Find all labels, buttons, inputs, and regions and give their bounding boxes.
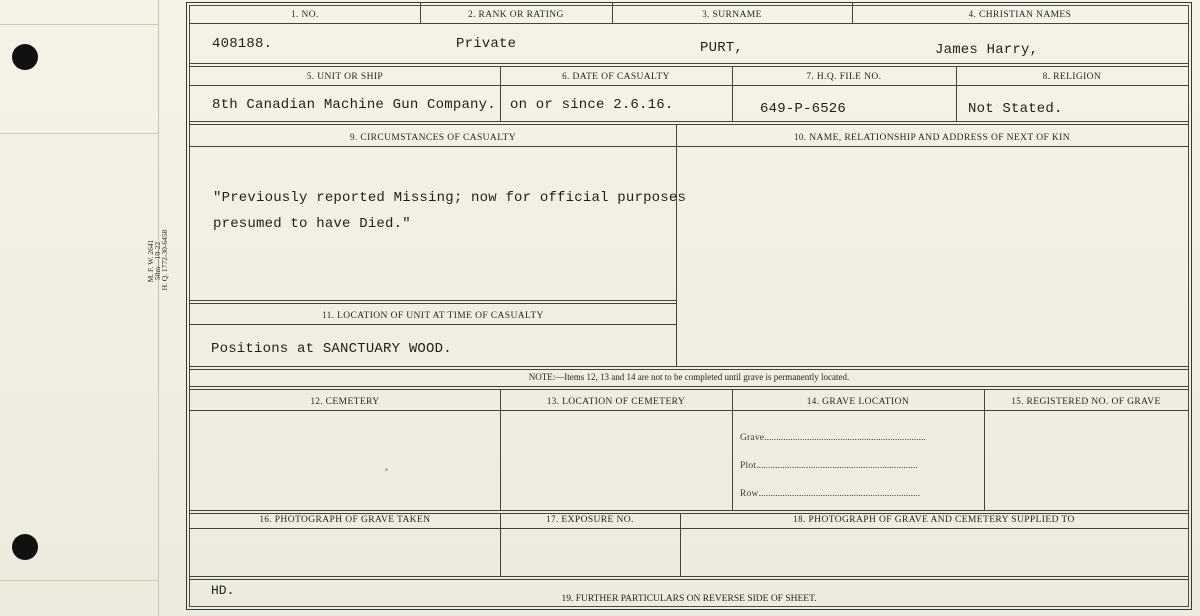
row1-vrule-2 — [612, 3, 613, 23]
field-16-label: PHOTOGRAPH OF GRAVE TAKEN — [274, 515, 431, 525]
row2-vrule-5 — [732, 85, 733, 121]
margin-rule — [158, 0, 159, 616]
field-4-number: 4. — [968, 9, 977, 19]
field-15-label: REGISTERED NO. OF GRAVE — [1026, 397, 1161, 407]
field-11-number: 11. — [322, 310, 335, 320]
field-7-header — [732, 71, 956, 82]
field-2-label: RANK OR RATING — [478, 10, 564, 20]
field-5-header — [190, 71, 500, 82]
field-11-value: Positions at SANCTUARY WOOD. — [211, 341, 452, 357]
row6-bottom-rule-2 — [189, 579, 1189, 580]
field-4-label: CHRISTIAN NAMES — [979, 10, 1072, 20]
row5-header-rule — [189, 410, 1189, 411]
field-14-header — [732, 396, 984, 407]
row5-vrule-1 — [500, 389, 501, 410]
field-4-header — [852, 9, 1188, 20]
row5-body-vrule-3 — [984, 410, 985, 510]
row-label: Row — [740, 489, 759, 499]
field-2-header — [420, 9, 612, 20]
field-5-label: UNIT OR SHIP — [317, 72, 384, 82]
field-13-label: LOCATION OF CEMETERY — [562, 397, 686, 407]
row2-header-rule — [189, 85, 1189, 86]
field-12-label: CEMETERY — [325, 397, 380, 407]
field-6-number: 6. — [562, 71, 570, 81]
field-9-header — [190, 132, 676, 143]
field-18-number: 18. — [793, 514, 806, 524]
row1-header-rule — [189, 23, 1189, 24]
row2-bottom-rule-2 — [189, 124, 1189, 125]
field-11-header-rule — [189, 324, 676, 325]
field-10-header-rule — [676, 146, 1189, 147]
field-10-header — [676, 132, 1188, 143]
row2-vrule-1 — [500, 66, 501, 85]
row5-bottom-rule — [189, 510, 1189, 511]
row-dot-leader: .................................................................... — [758, 489, 921, 499]
field-8-number: 8. — [1042, 71, 1051, 81]
field-6-label: DATE OF CASUALTY — [572, 72, 670, 82]
field-15-header — [984, 396, 1188, 407]
field-13-header — [500, 396, 732, 407]
footer-initials: HD. — [211, 583, 235, 598]
field-17-number: 17. — [546, 514, 559, 524]
row2-bottom-rule — [189, 121, 1189, 122]
field-2-value: Private — [456, 36, 517, 52]
items-note: NOTE:—Items 12, 13 and 14 are not to be completed until grave is permanently located. — [528, 372, 850, 382]
plot-line — [740, 461, 918, 471]
field-13-number: 13. — [546, 396, 560, 406]
field-12-header — [190, 396, 500, 407]
grave-line — [740, 433, 926, 443]
note-bottom-rule — [189, 386, 1189, 387]
field-18-header — [680, 514, 1188, 525]
field-9-header-rule — [189, 146, 676, 147]
field-16-header — [190, 514, 500, 525]
field-14-number: 14. — [806, 396, 820, 406]
field-9-bottom-rule-2 — [189, 303, 676, 304]
row4-bottom-rule — [189, 366, 1189, 367]
row5-vrule-2 — [732, 389, 733, 410]
printer-code-line-2: 50m—10-22 — [153, 241, 162, 281]
row2-vrule-2 — [732, 66, 733, 85]
row2-vrule-6 — [956, 85, 957, 121]
field-11-header — [190, 310, 676, 321]
field-15-number: 15. — [1011, 396, 1024, 406]
row6-vrule-1 — [500, 513, 501, 528]
paper-mark — [385, 468, 388, 471]
row1-bottom-rule-2 — [189, 66, 1189, 67]
punch-hole-top — [12, 44, 38, 70]
printer-code-line-1: M. F. W. 2641 — [146, 239, 155, 283]
field-1-number: 1. — [291, 9, 299, 19]
margin-hline-mid — [0, 133, 158, 134]
field-2-number: 2. — [468, 9, 476, 19]
row3-vrule-center — [676, 124, 677, 366]
grave-label: Grave — [740, 433, 765, 443]
row6-bottom-rule — [189, 576, 1189, 577]
row1-bottom-rule — [189, 63, 1189, 64]
row5-vrule-3 — [984, 389, 985, 410]
field-3-value: PURT, — [700, 40, 744, 56]
margin-hline-bottom — [0, 580, 158, 581]
row6-body-vrule-1 — [500, 528, 501, 576]
field-16-number: 16. — [259, 514, 272, 524]
row5-body-vrule-2 — [732, 410, 733, 510]
row1-vrule-1 — [420, 3, 421, 23]
field-3-number: 3. — [702, 9, 710, 19]
field-8-header — [956, 71, 1188, 82]
field-7-value: 649-P-6526 — [760, 101, 847, 117]
circumstances-line-2: presumed to have Died." — [213, 216, 411, 232]
field-4-value: James Harry, — [935, 42, 1039, 58]
field-3-label: SURNAME — [712, 10, 762, 20]
field-3-header — [612, 9, 852, 20]
plot-dot-leader: .................................................................... — [756, 461, 918, 471]
note-bottom-rule-2 — [189, 389, 1189, 390]
field-1-value: 408188. — [212, 36, 273, 52]
printer-code-line-3: H. Q. 1772-30-6458 — [160, 229, 169, 291]
field-14-label: GRAVE LOCATION — [822, 397, 910, 407]
field-9-number: 9. — [350, 132, 358, 142]
field-17-header — [500, 514, 680, 525]
field-12-number: 12. — [310, 396, 323, 406]
field-17-label: EXPOSURE NO. — [561, 515, 634, 525]
row4-bottom-rule-2 — [189, 369, 1189, 370]
row6-header-rule — [189, 528, 1189, 529]
margin-hline-top — [0, 24, 158, 25]
row2-vrule-4 — [500, 85, 501, 121]
field-5-value: 8th Canadian Machine Gun Company. — [212, 97, 496, 113]
field-1-label: NO. — [301, 10, 319, 20]
row2-vrule-3 — [956, 66, 957, 85]
plot-label: Plot — [740, 461, 757, 471]
field-10-number: 10. — [793, 132, 807, 142]
field-7-label: H.Q. FILE NO. — [816, 72, 882, 82]
circumstances-line-1: "Previously reported Missing; now for official purposes — [213, 190, 687, 206]
footer-reverse-note: 19. FURTHER PARTICULARS ON REVERSE SIDE OF SHEET. — [561, 594, 817, 604]
field-1-header — [190, 9, 420, 20]
field-10-label: NAME, RELATIONSHIP AND ADDRESS OF NEXT OF KIN — [809, 133, 1071, 143]
field-9-label: CIRCUMSTANCES OF CASUALTY — [360, 133, 516, 143]
row-line — [740, 489, 920, 499]
field-18-label: PHOTOGRAPH OF GRAVE AND CEMETERY SUPPLIED TO — [808, 515, 1075, 525]
row6-vrule-2 — [680, 513, 681, 528]
field-6-value: on or since 2.6.16. — [510, 97, 674, 113]
row5-body-vrule-1 — [500, 410, 501, 510]
grave-dot-leader: .................................................................... — [764, 433, 926, 443]
field-11-label: LOCATION OF UNIT AT TIME OF CASUALTY — [337, 311, 544, 321]
row6-body-vrule-2 — [680, 528, 681, 576]
field-8-value: Not Stated. — [968, 101, 1063, 117]
field-5-number: 5. — [306, 71, 315, 81]
field-7-number: 7. — [806, 71, 815, 81]
field-8-label: RELIGION — [1053, 72, 1102, 82]
row1-vrule-3 — [852, 3, 853, 23]
field-6-header — [500, 71, 732, 82]
field-9-bottom-rule — [189, 300, 676, 301]
punch-hole-bottom — [12, 534, 38, 560]
